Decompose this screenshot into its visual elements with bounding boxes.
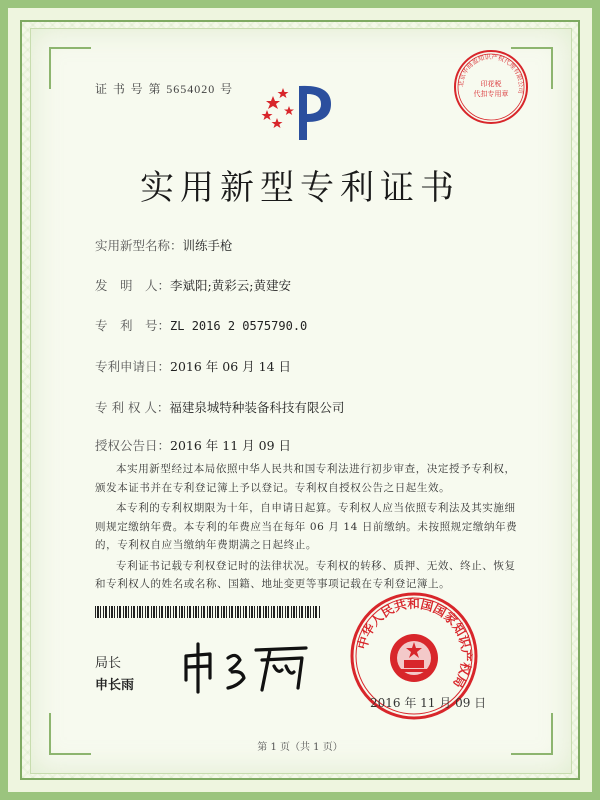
certificate-number-suffix: 号 xyxy=(220,82,234,96)
patent-number-value: ZL 2016 2 0575790.0 xyxy=(170,319,308,333)
filing-date-value: 2016 年 06 月 14 日 xyxy=(170,359,292,374)
body-paragraph-1: 本实用新型经过本局依照中华人民共和国专利法进行初步审查，决定授予专利权，颁发本证书并在专利登记簿上予以登记。专利权自授权公告之日起生效。 xyxy=(95,463,516,494)
seal-date: 2016 年 11 月 09 日 xyxy=(370,696,487,710)
cnipa-logo-icon xyxy=(255,78,345,148)
tax-seal-ring-text: 北京华商盈知识产权代理有限公司 xyxy=(457,53,525,95)
certificate-number-label: 证 书 号 第 xyxy=(95,82,162,96)
director-name: 申长雨 xyxy=(95,678,135,693)
field-filing-date xyxy=(95,357,291,375)
svg-text:北京华商盈知识产权代理有限公司 xyxy=(456,52,526,95)
field-grant-date xyxy=(95,436,291,454)
field-patent-number xyxy=(95,316,307,334)
body-paragraph-3: 专利证书记载专利权登记时的法律状况。专利权的转移、质押、无效、终止、恢复和专利权人的姓名或名称、国籍、地址变更等事项记载在专利登记簿上。 xyxy=(95,559,516,590)
filing-date-label: 专利申请日： xyxy=(95,359,171,374)
inventor-label: 发 明 人： xyxy=(95,278,171,293)
field-model-name xyxy=(95,236,233,254)
tax-seal-center-1: 印花税 xyxy=(480,80,502,88)
model-name-value: 训练手枪 xyxy=(182,238,233,253)
certificate-number xyxy=(95,80,233,97)
patent-number-label: 专 利 号： xyxy=(95,318,171,333)
certificate-number-value: 5654020 xyxy=(166,82,216,96)
tax-seal-center-2: 代扣专用章 xyxy=(473,90,509,98)
national-emblem-icon xyxy=(390,634,438,682)
model-name-label: 实用新型名称： xyxy=(95,238,183,253)
inventor-value: 李斌阳;黄彩云;黄建安 xyxy=(170,278,291,293)
cnipa-seal-ring-text: 中华人民共和国国家知识产权局 xyxy=(354,595,475,691)
director-signature xyxy=(178,636,318,696)
corner-ornament xyxy=(49,47,91,89)
body-paragraph-2: 本专利的专利权期限为十年，自申请日起算。专利权人应当依照专利法及其实施细则规定缴纳年费。本专利的年费应当在每年 06 月 14 日前缴纳。未按照规定缴纳年费的，专利权自应当缴纳年费期满之日起终止。 xyxy=(95,502,518,551)
tax-seal-icon xyxy=(452,48,530,126)
page-number: 第 1 页（共 1 页） xyxy=(257,742,343,753)
certificate-title: 实用新型专利证书 xyxy=(140,168,460,208)
barcode xyxy=(95,606,320,618)
patent-owner-value: 福建泉城特种装备科技有限公司 xyxy=(169,400,345,415)
certificate-body xyxy=(95,460,525,594)
director-title: 局长 xyxy=(95,656,122,671)
grant-date-label: 授权公告日： xyxy=(95,438,171,453)
patent-owner-label: 专 利 权 人： xyxy=(95,400,170,415)
field-patent-owner xyxy=(95,398,344,416)
grant-date-value: 2016 年 11 月 09 日 xyxy=(170,438,292,453)
field-inventor xyxy=(95,276,291,294)
